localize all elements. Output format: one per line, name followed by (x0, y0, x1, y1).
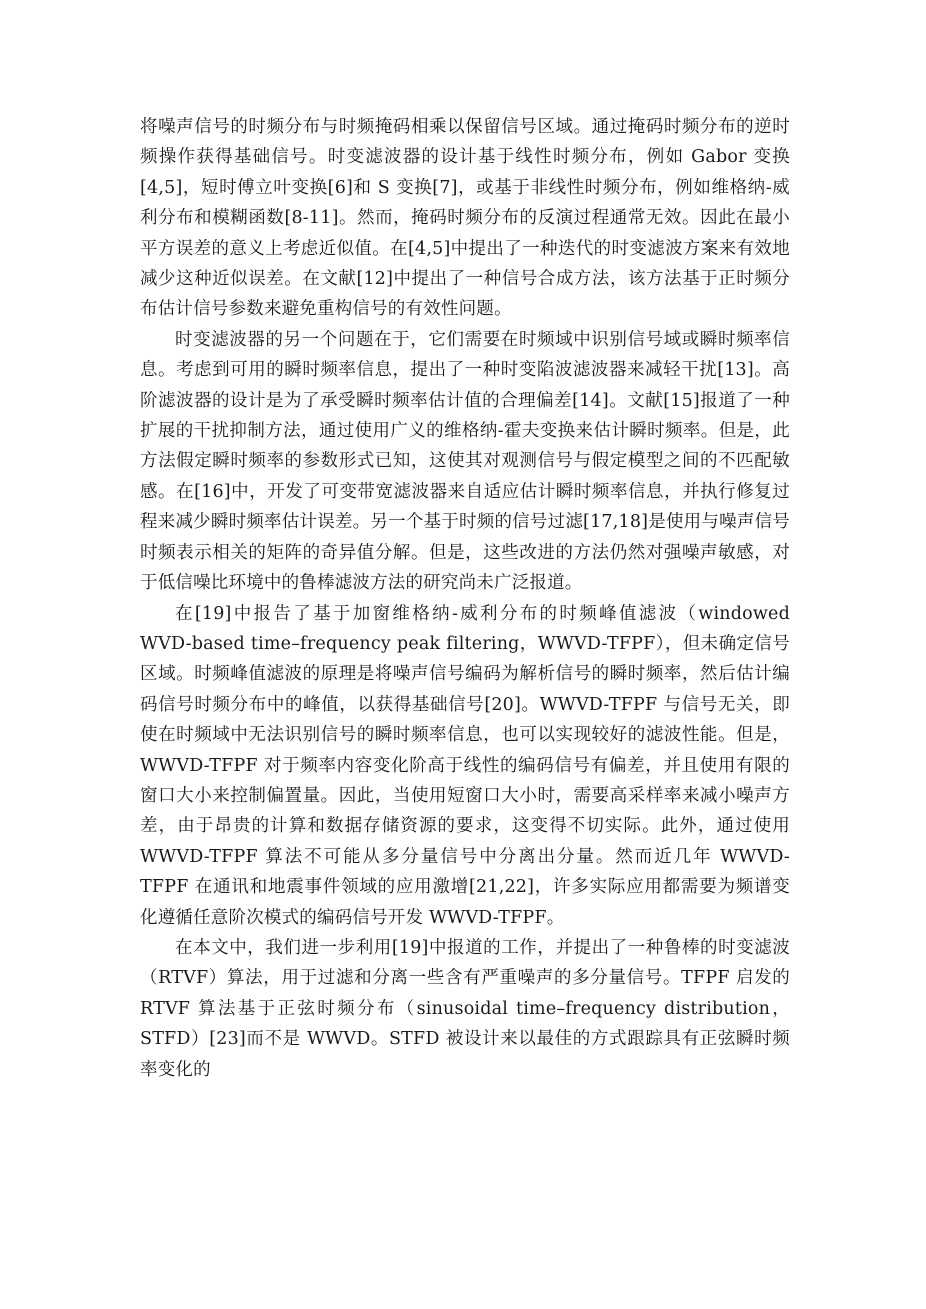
paragraph-1: 将噪声信号的时频分布与时频掩码相乘以保留信号区域。通过掩码时频分布的逆时频操作获得基础信号。时变滤波器的设计基于线性时频分布，例如 Gabor 变换[4,5]，短时傅立叶变换[6]和 S 变换[7]，或基于非线性时频分布，例如维格纳-威利分布和模糊函数[8-11]。然而，掩码时频分布的反演过程通常无效。因此在最小平方误差的意义上考虑近似值。在[4,5]中提出了一种迭代的时变滤波方案来有效地减少这种近似误差。在文献[12]中提出了一种信号合成方法，该方法基于正时频分布估计信号参数来避免重构信号的有效性问题。 (140, 117, 790, 320)
paragraph-3: 在[19]中报告了基于加窗维格纳-威利分布的时频峰值滤波（windowed WVD-based time–frequency peak filtering，WWVD-TFPF），但未确定信号区域。时频峰值滤波的原理是将噪声信号编码为解析信号的瞬时频率，然后估计编码信号时频分布中的峰值，以获得基础信号[20]。WWVD-TFPF 与信号无关，即使在时频域中无法识别信号的瞬时频率信息，也可以实现较好的滤波性能。但是，WWVD-TFPF 对于频率内容变化阶高于线性的编码信号有偏差，并且使用有限的窗口大小来控制偏置量。因此，当使用短窗口大小时，需要高采样率来减小噪声方差，由于昂贵的计算和数据存储资源的要求，这变得不切实际。此外，通过使用 WWVD-TFPF 算法不可能从多分量信号中分离出分量。然而近几年 WWVD-TFPF 在通讯和地震事件领域的应用激增[21,22]，许多实际应用都需要为频谱变化遵循任意阶次模式的编码信号开发 WWVD-TFPF。 (140, 603, 790, 928)
paragraph-4: 在本文中，我们进一步利用[19]中报道的工作，并提出了一种鲁棒的时变滤波（RTVF）算法，用于过滤和分离一些含有严重噪声的多分量信号。TFPF 启发的 RTVF 算法基于正弦时频分布（sinusoidal time–frequency distribution，STFD）[23]而不是 WWVD。STFD 被设计来以最佳的方式跟踪具有正弦瞬时频率变化的 (140, 937, 790, 1080)
paragraph-2: 时变滤波器的另一个问题在于，它们需要在时频域中识别信号域或瞬时频率信息。考虑到可用的瞬时频率信息，提出了一种时变陷波滤波器来减轻干扰[13]。高阶滤波器的设计是为了承受瞬时频率估计值的合理偏差[14]。文献[15]报道了一种扩展的干扰抑制方法，通过使用广义的维格纳-霍夫变换来估计瞬时频率。但是，此方法假定瞬时频率的参数形式已知，这使其对观测信号与假定模型之间的不匹配敏感。在[16]中，开发了可变带宽滤波器来自适应估计瞬时频率信息，并执行修复过程来减少瞬时频率估计误差。另一个基于时频的信号过滤[17,18]是使用与噪声信号时频表示相关的矩阵的奇异值分解。但是，这些改进的方法仍然对强噪声敏感，对于低信噪比环境中的鲁棒滤波方法的研究尚未广泛报道。 (140, 329, 790, 594)
body-text (140, 112, 790, 1085)
